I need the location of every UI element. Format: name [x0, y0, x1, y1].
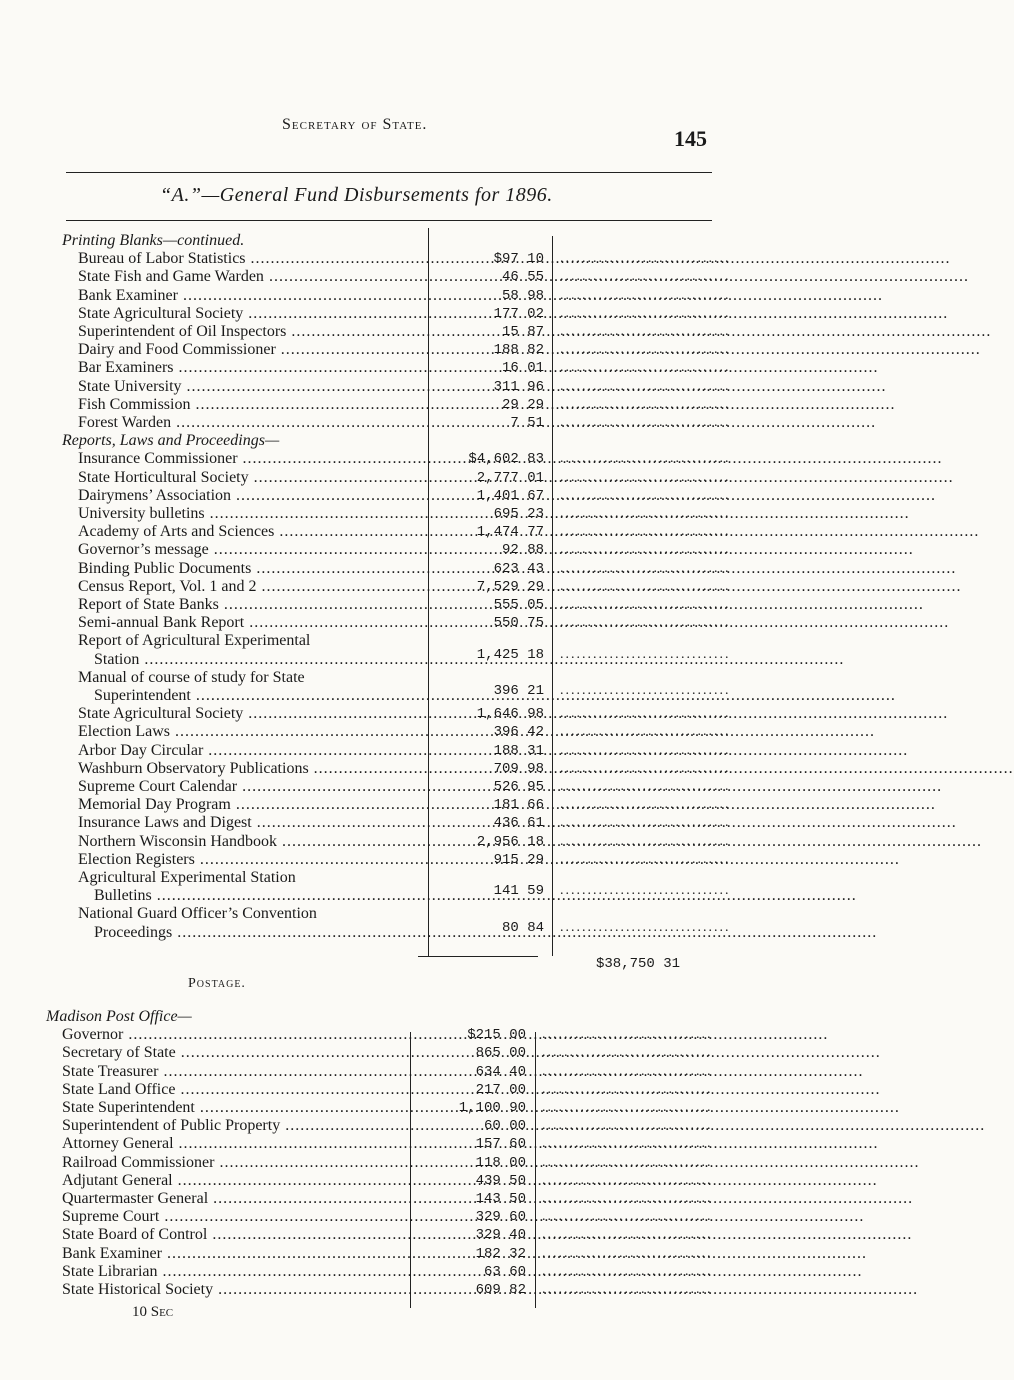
item-label: Dairymens’ Association ..... — [78, 487, 424, 505]
amount-row — [0, 1117, 853, 1135]
item-amount: 118 00 — [475, 1154, 526, 1171]
item-amount: 58 98 — [501, 287, 544, 304]
item-amount: 92 88 — [501, 542, 544, 559]
item-label: Northern Wisconsin Handbook ..... — [78, 833, 424, 851]
item-amount: 634 40 — [475, 1063, 526, 1080]
item-label: State Agricultural Society ..... — [78, 705, 424, 723]
amount-row — [0, 323, 853, 341]
item-amount: 29 29 — [501, 396, 544, 413]
item-amount: 2,956 18 — [476, 833, 544, 850]
amount-row — [0, 414, 853, 432]
section-heading — [0, 1008, 853, 1026]
leader-dots: ............................... — [560, 469, 731, 485]
amount-row — [0, 396, 853, 414]
section-heading — [0, 232, 853, 250]
amount-row — [0, 682, 853, 700]
item-label: State Treasurer ..... — [62, 1063, 406, 1081]
item-label: Supreme Court Calendar ..... — [78, 778, 424, 796]
item-label: Secretary of State ..... — [62, 1044, 406, 1062]
table-title: “A.”—General Fund Disbursements for 1896. — [160, 184, 553, 206]
item-label: Insurance Commissioner ..... — [78, 450, 424, 468]
leader-dots: ............................... — [560, 833, 731, 849]
item-label: Superintendent of Public Property ..... — [62, 1117, 406, 1135]
item-label: Report of Agricultural Experimental — [78, 632, 311, 650]
amount-row — [0, 287, 853, 305]
amount-row — [0, 614, 853, 632]
leader-dots: ............................... — [560, 706, 731, 722]
leader-dots: ............................... — [560, 851, 731, 867]
amount-row — [0, 469, 853, 487]
item-amount: 555 05 — [493, 597, 544, 613]
amount-row — [0, 1026, 853, 1044]
leader-dots: ............................... — [542, 1191, 713, 1206]
amount-row — [0, 723, 853, 741]
item-label: Attorney General ..... — [62, 1135, 406, 1153]
leader-dots: ............................... — [560, 560, 731, 576]
item-label: Binding Public Documents ..... — [78, 560, 424, 578]
leader-dots: ............................... — [542, 1100, 713, 1115]
leader-dots: ............................... — [542, 1081, 713, 1097]
amount-row — [0, 1281, 853, 1299]
leader-dots: ............................... — [560, 779, 731, 794]
leader-dots: ............................... — [560, 360, 731, 376]
item-amount: 7 51 — [510, 415, 544, 431]
item-amount: 181 66 — [493, 797, 544, 814]
item-amount: 157 60 — [475, 1136, 526, 1153]
amount-row — [0, 578, 853, 596]
leader-dots: ............................... — [560, 578, 731, 594]
section-heading-text: Printing Blanks—continued. — [62, 232, 245, 249]
item-label: Fish Commission ..... — [78, 396, 424, 414]
leader-dots: ............................... — [560, 524, 731, 540]
leader-dots: ............................... — [560, 287, 731, 303]
item-label: State Agricultural Society ..... — [78, 305, 424, 323]
leader-dots: ............................... — [560, 742, 731, 758]
item-amount: 2,777 01 — [476, 469, 544, 486]
item-label: State Horticultural Society ..... — [78, 469, 424, 487]
page-number: 145 — [674, 126, 707, 151]
item-label-continued: Superintendent ..... — [94, 687, 424, 705]
item-amount: 396 42 — [493, 724, 544, 741]
item-label: State Superintendent ..... — [62, 1099, 406, 1117]
leader-dots: ............................... — [560, 415, 731, 430]
item-amount: 439 50 — [475, 1172, 526, 1189]
item-amount: 329 60 — [475, 1209, 526, 1226]
item-amount: 550 75 — [493, 615, 544, 632]
leader-dots: ............................... — [542, 1118, 713, 1134]
item-amount: 177 02 — [493, 305, 544, 322]
amount-row — [0, 487, 853, 505]
leader-dots: ............................... — [560, 682, 731, 698]
item-label: National Guard Officer’s Convention — [78, 905, 317, 923]
item-amount: 311 96 — [493, 378, 544, 395]
section-heading — [0, 432, 853, 450]
subtotal-rule — [418, 956, 538, 957]
item-amount: $215 00 — [467, 1027, 526, 1044]
title-rule — [66, 220, 712, 221]
amount-row — [0, 1245, 853, 1263]
leader-dots: ............................... — [560, 597, 731, 612]
amount-row — [0, 541, 853, 559]
item-amount: 1,425 18 — [476, 646, 544, 663]
amount-row — [0, 341, 853, 359]
leader-dots: ............................... — [560, 724, 731, 740]
top-rule — [66, 172, 712, 173]
amount-row — [0, 1263, 853, 1281]
item-label: Governor’s message ..... — [78, 541, 424, 559]
amount-row — [0, 851, 853, 869]
amount-row — [0, 378, 853, 396]
amount-row — [0, 919, 853, 937]
amount-row — [0, 1208, 853, 1226]
item-label: Bar Examiners ..... — [78, 359, 424, 377]
amount-row — [0, 833, 853, 851]
amount-row — [0, 1154, 853, 1172]
amount-row — [0, 1081, 853, 1099]
amount-row — [0, 1172, 853, 1190]
item-amount: $97 10 — [493, 251, 544, 268]
item-label: Election Registers ..... — [78, 851, 424, 869]
leader-dots: ............................... — [542, 1172, 713, 1188]
item-label: Arbor Day Circular ..... — [78, 742, 424, 760]
leader-dots: ............................... — [560, 542, 731, 558]
amount-row — [0, 1135, 853, 1153]
item-amount: 436 61 — [493, 815, 544, 832]
item-amount: 188 31 — [493, 742, 544, 759]
item-amount: $4,602 83 — [468, 451, 544, 468]
item-label-continued: Proceedings ..... — [94, 924, 424, 942]
item-label-continued: Station ..... — [94, 651, 424, 669]
leader-dots: ............................... — [560, 487, 731, 503]
amount-row — [0, 778, 853, 796]
amount-row — [0, 523, 853, 541]
item-label: Governor ..... — [62, 1026, 406, 1044]
amount-row — [0, 359, 853, 377]
item-label: State University ..... — [78, 378, 424, 396]
item-label: Memorial Day Program ..... — [78, 796, 424, 814]
item-label: State Historical Society ..... — [62, 1281, 406, 1299]
item-amount: 329 40 — [475, 1227, 526, 1244]
item-label: Forest Warden ..... — [78, 414, 424, 432]
postage-section-title: Postage. — [188, 976, 246, 991]
item-amount: 623 43 — [493, 560, 544, 577]
section-heading-text: Madison Post Office— — [46, 1008, 192, 1025]
signature-mark: 10 Sec — [132, 1304, 174, 1320]
leader-dots: ............................... — [560, 324, 731, 339]
amount-row — [0, 560, 853, 578]
item-amount: 217 00 — [475, 1081, 526, 1098]
amount-row — [0, 1226, 853, 1244]
item-amount: 80 84 — [501, 919, 544, 936]
amount-row — [0, 814, 853, 832]
amount-row — [0, 250, 853, 268]
leader-dots: ............................... — [542, 1245, 713, 1261]
item-amount: 1,401 67 — [476, 487, 544, 504]
item-amount: 609 82 — [475, 1282, 526, 1298]
leader-dots: ............................... — [560, 378, 731, 394]
item-label: University bulletins ..... — [78, 505, 424, 523]
item-amount: 1,100 90 — [458, 1100, 526, 1116]
amount-row — [0, 882, 853, 900]
leader-dots: ............................... — [542, 1027, 713, 1043]
leader-dots: ............................... — [560, 342, 731, 358]
item-amount: 865 00 — [475, 1045, 526, 1062]
leader-dots: ............................... — [542, 1282, 713, 1297]
item-label: Manual of course of study for State — [78, 668, 305, 686]
item-label: Bank Examiner ..... — [62, 1245, 406, 1263]
item-label: State Librarian ..... — [62, 1263, 406, 1281]
section-heading-text: Reports, Laws and Proceedings— — [62, 432, 280, 450]
item-label-continued: Bulletins ..... — [94, 887, 424, 905]
leader-dots: ............................... — [560, 451, 731, 467]
amount-row — [0, 1063, 853, 1081]
item-amount: 15 87 — [501, 324, 544, 340]
item-amount: 1,646 98 — [476, 706, 544, 723]
item-label: Superintendent of Oil Inspectors ..... — [78, 323, 424, 341]
item-label: Census Report, Vol. 1 and 2 ..... — [78, 578, 424, 596]
item-amount: 1,474 77 — [476, 524, 544, 541]
item-label: State Land Office ..... — [62, 1081, 406, 1099]
running-head: Secretary of State. — [282, 116, 428, 133]
leader-dots: ............................... — [560, 269, 731, 285]
amount-row — [0, 705, 853, 723]
amount-row — [0, 760, 853, 778]
item-label: Agricultural Experimental Station — [78, 869, 296, 886]
item-amount: 695 23 — [493, 506, 544, 522]
item-amount: 7,529 29 — [476, 578, 544, 595]
amount-row — [0, 1190, 853, 1208]
item-amount: 141 59 — [493, 883, 544, 900]
item-label: Academy of Arts and Sciences ..... — [78, 523, 424, 541]
item-label: Election Laws ..... — [78, 723, 424, 741]
leader-dots: ............................... — [542, 1045, 713, 1061]
item-label: State Fish and Game Warden ..... — [78, 268, 424, 286]
item-amount: 16 01 — [501, 360, 544, 377]
item-label: Quartermaster General ..... — [62, 1190, 406, 1208]
item-amount: 182 32 — [475, 1245, 526, 1262]
item-label: Railroad Commissioner ..... — [62, 1154, 406, 1172]
item-amount: 60 00 — [483, 1118, 526, 1135]
leader-dots: ............................... — [542, 1154, 713, 1170]
item-amount: 143 50 — [475, 1191, 526, 1207]
item-label: Washburn Observatory Publications ..... — [78, 760, 424, 778]
leader-dots: ............................... — [560, 396, 731, 412]
item-label: Bank Examiner ..... — [78, 287, 424, 305]
item-amount: 709 98 — [493, 760, 544, 777]
leader-dots: ............................... — [560, 646, 731, 662]
item-amount: 396 21 — [493, 682, 544, 699]
leader-dots: ............................... — [560, 760, 731, 776]
leader-dots: ............................... — [542, 1263, 713, 1279]
item-amount: 188 82 — [493, 342, 544, 359]
leader-dots: ............................... — [542, 1227, 713, 1243]
amount-row — [0, 268, 853, 286]
leader-dots: ............................... — [542, 1209, 713, 1225]
leader-dots: ............................... — [560, 797, 731, 813]
leader-dots: ............................... — [560, 506, 731, 521]
item-label: Dairy and Food Commissioner ..... — [78, 341, 424, 359]
amount-row — [0, 1099, 853, 1117]
item-label: Report of State Banks ..... — [78, 596, 424, 614]
amount-row — [0, 450, 853, 468]
item-amount: 526 95 — [493, 779, 544, 795]
amount-row — [0, 596, 853, 614]
amount-row — [0, 1044, 853, 1062]
leader-dots: ............................... — [560, 883, 731, 899]
amount-row — [0, 646, 853, 664]
amount-row — [0, 505, 853, 523]
item-label: Semi-annual Bank Report ..... — [78, 614, 424, 632]
amount-row — [0, 796, 853, 814]
leader-dots: ............................... — [560, 251, 731, 267]
item-amount: 63 60 — [483, 1263, 526, 1280]
leader-dots: ............................... — [560, 305, 731, 321]
item-amount: 46 55 — [501, 269, 544, 286]
amount-row — [0, 742, 853, 760]
item-label: Supreme Court ..... — [62, 1208, 406, 1226]
grand-total: $38,750 31 — [595, 956, 680, 972]
amount-row — [0, 305, 853, 323]
item-label: Insurance Laws and Digest ..... — [78, 814, 424, 832]
leader-dots: ............................... — [542, 1063, 713, 1079]
leader-dots: ............................... — [560, 919, 731, 935]
item-label: Adjutant General ..... — [62, 1172, 406, 1190]
leader-dots: ............................... — [542, 1136, 713, 1152]
item-amount: 915 29 — [493, 851, 544, 868]
item-label: State Board of Control ..... — [62, 1226, 406, 1244]
leader-dots: ............................... — [560, 815, 731, 831]
leader-dots: ............................... — [560, 615, 731, 631]
item-label: Bureau of Labor Statistics ..... — [78, 250, 424, 268]
